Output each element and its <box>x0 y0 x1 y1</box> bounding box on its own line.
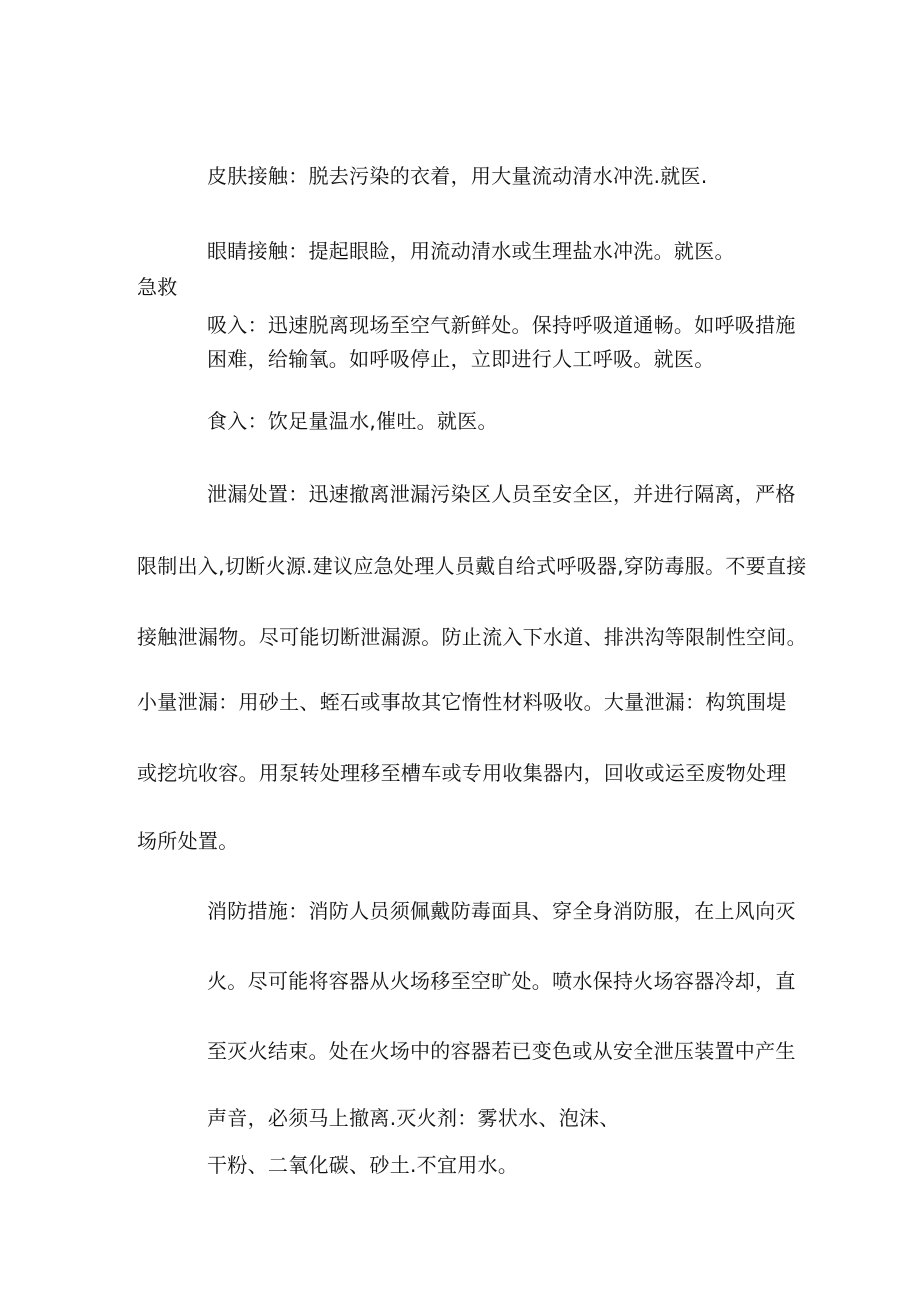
fire-text-line-4: 声音，必须马上撤离.灭火剂：雾状水、泡沫、 <box>207 1106 620 1130</box>
ingestion-text: 食入：饮足量温水,催吐。就医。 <box>207 409 498 433</box>
leak-text-line-1: 泄漏处置：迅速撤离泄漏污染区人员至安全区，并进行隔离，严格 <box>207 482 796 506</box>
leak-text-line-2: 限制出入,切断火源.建议应急处理人员戴自给式呼吸器,穿防毒服。不要直接 <box>137 554 807 578</box>
leak-text-line-5: 或挖坑收容。用泵转处理移至槽车或专用收集器内，回收或运至废物处理 <box>137 761 787 785</box>
fire-text-line-1: 消防措施：消防人员须佩戴防毒面具、穿全身消防服，在上风向灭 <box>207 899 796 923</box>
leak-text-line-6: 场所处置。 <box>137 829 239 853</box>
first-aid-label: 急救 <box>137 275 178 299</box>
eye-contact-text: 眼睛接触：提起眼睑，用流动清水或生理盐水冲洗。就医。 <box>207 239 735 263</box>
inhalation-text-line-2: 困难，给输氧。如呼吸停止，立即进行人工呼吸。就医。 <box>207 347 715 371</box>
skin-contact-text: 皮肤接触：脱去污染的衣着，用大量流动清水冲洗.就医. <box>207 164 708 188</box>
fire-text-line-5: 干粉、二氧化碳、砂土.不宜用水。 <box>207 1153 519 1177</box>
fire-text-line-2: 火。尽可能将容器从火场移至空旷处。喷水保持火场容器冷却，直 <box>207 969 796 993</box>
leak-text-line-4: 小量泄漏：用砂土、蛭石或事故其它惰性材料吸收。大量泄漏：构筑围堤 <box>137 690 787 714</box>
leak-text-line-3: 接触泄漏物。尽可能切断泄漏源。防止流入下水道、排洪沟等限制性空间。 <box>137 625 807 649</box>
inhalation-text-line-1: 吸入：迅速脱离现场至空气新鲜处。保持呼吸道通畅。如呼吸措施 <box>207 313 796 337</box>
fire-text-line-3: 至灭火结束。处在火场中的容器若已变色或从安全泄压装置中产生 <box>207 1039 796 1063</box>
